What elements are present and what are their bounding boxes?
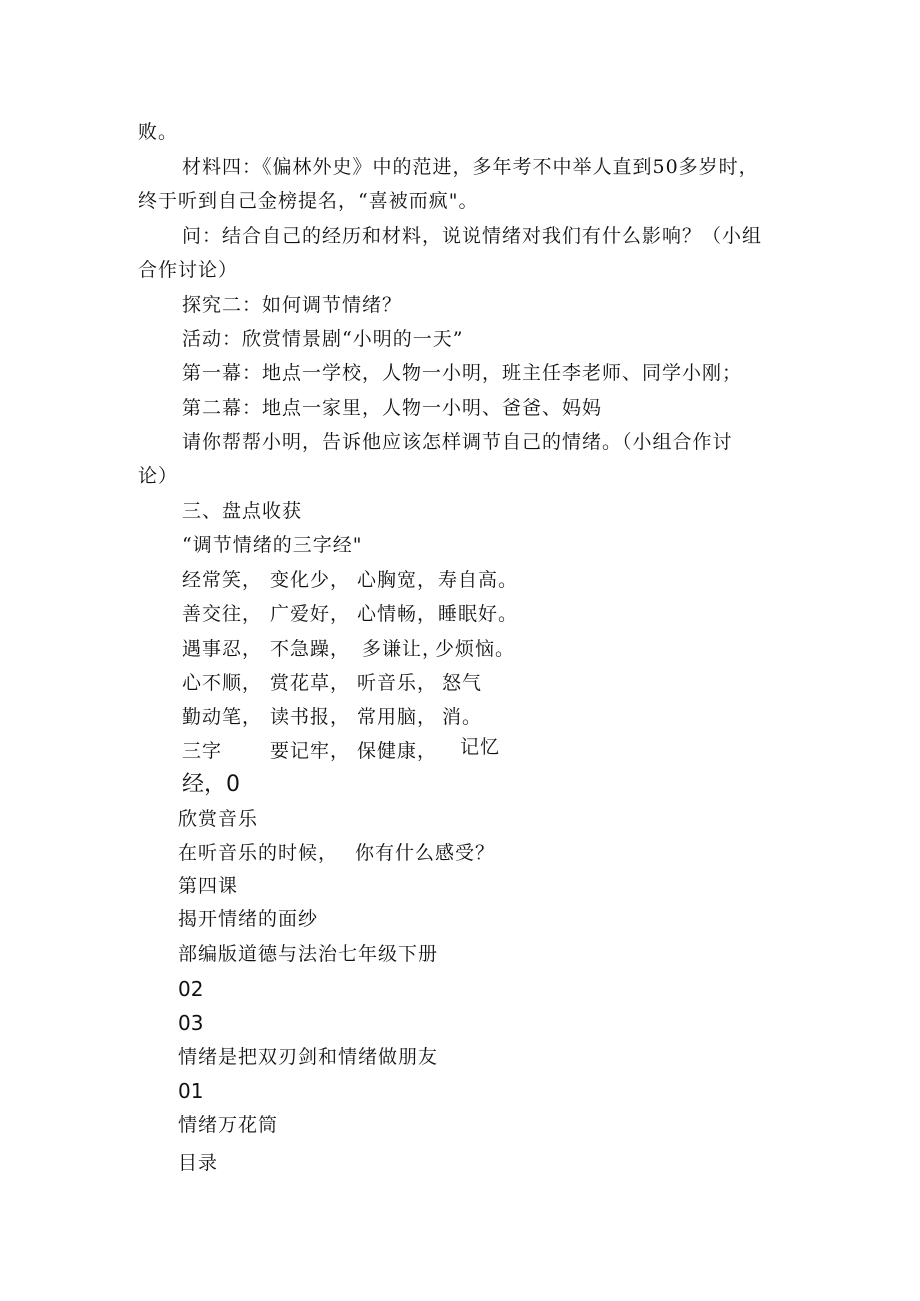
poem-phrase: 少烦恼。 bbox=[435, 638, 516, 660]
text-line: 欣赏音乐 bbox=[178, 808, 259, 830]
poem-phrase: 经常笑， bbox=[182, 569, 263, 591]
text-line: 第二幕：地点一家里，人物一小明、爸爸、妈妈 bbox=[182, 397, 603, 419]
poem-phrase: 赏花草， bbox=[270, 672, 351, 694]
text-line: 目录 bbox=[178, 1152, 219, 1174]
poem-row: 经，0 bbox=[182, 772, 240, 797]
poem-phrase: 遇事忍， bbox=[182, 638, 263, 660]
poem-phrase: 勤动笔， bbox=[182, 706, 263, 728]
text-line: 部编版道德与法治七年级下册 bbox=[178, 943, 439, 965]
text-line: 情绪万花筒 bbox=[178, 1114, 279, 1136]
poem-phrase: 变化少， bbox=[270, 569, 351, 591]
poem-title: “调节情绪的三字经" bbox=[182, 534, 363, 556]
poem-phrase: 怒气 bbox=[442, 672, 483, 694]
text-line: 合作讨论） bbox=[138, 259, 239, 281]
text-fragment: 在听音乐的时候， bbox=[178, 842, 339, 864]
poem-phrase: 寿自高。 bbox=[438, 569, 519, 591]
poem-phrase: 保健康， bbox=[357, 740, 438, 762]
poem-phrase: 不急躁， bbox=[270, 638, 351, 660]
poem-phrase: 广爱好， bbox=[270, 603, 351, 625]
text-line: 探究二：如何调节情绪？ bbox=[182, 294, 403, 316]
text-line: 03 bbox=[178, 1011, 204, 1035]
text-line: 02 bbox=[178, 977, 204, 1001]
poem-phrase: 善交往， bbox=[182, 603, 263, 625]
poem-phrase: 读书报， bbox=[270, 706, 351, 728]
poem-phrase: 心不顺， bbox=[182, 672, 263, 694]
text-line: 材料四：《偏林外史》中的范进，多年考不中举人直到50多岁时， bbox=[182, 156, 759, 178]
poem-phrase: 要记牢， bbox=[270, 740, 351, 762]
poem-phrase: 心胸宽， bbox=[357, 569, 438, 591]
poem-phrase: 睡眠好。 bbox=[438, 603, 519, 625]
poem-phrase: 多谦让， bbox=[362, 638, 443, 660]
poem-phrase: 消。 bbox=[442, 706, 483, 728]
poem-phrase: 三字 bbox=[182, 740, 223, 762]
section-heading: 三、盘点收获 bbox=[182, 500, 303, 522]
text-line: 终于听到自己金榜提名，“喜被而疯"。 bbox=[138, 190, 479, 212]
text-line: 01 bbox=[178, 1079, 204, 1103]
poem-phrase: 常用脑， bbox=[357, 706, 438, 728]
text-line: 论） bbox=[138, 465, 179, 487]
text-line: 活动：欣赏情景剧“小明的一天” bbox=[182, 328, 464, 350]
poem-phrase: 记忆 bbox=[460, 736, 501, 758]
text-line: 败。 bbox=[138, 121, 179, 143]
text-line: 请你帮帮小明，告诉他应该怎样调节自己的情绪。（小组合作讨 bbox=[182, 431, 733, 453]
text-line: 情绪是把双刃剑和情绪做朋友 bbox=[178, 1046, 439, 1068]
text-line: 第四课 bbox=[178, 875, 239, 897]
text-line: 揭开情绪的面纱 bbox=[178, 908, 319, 930]
text-fragment: 你有什么感受？ bbox=[355, 842, 496, 864]
text-line: 问：结合自己的经历和材料，说说情绪对我们有什么影响？（小组 bbox=[182, 225, 763, 247]
poem-phrase: 心情畅， bbox=[357, 603, 438, 625]
poem-phrase: 听音乐， bbox=[357, 672, 438, 694]
text-line: 第一幕：地点一学校，人物一小明，班主任李老师、同学小刚； bbox=[182, 362, 743, 384]
